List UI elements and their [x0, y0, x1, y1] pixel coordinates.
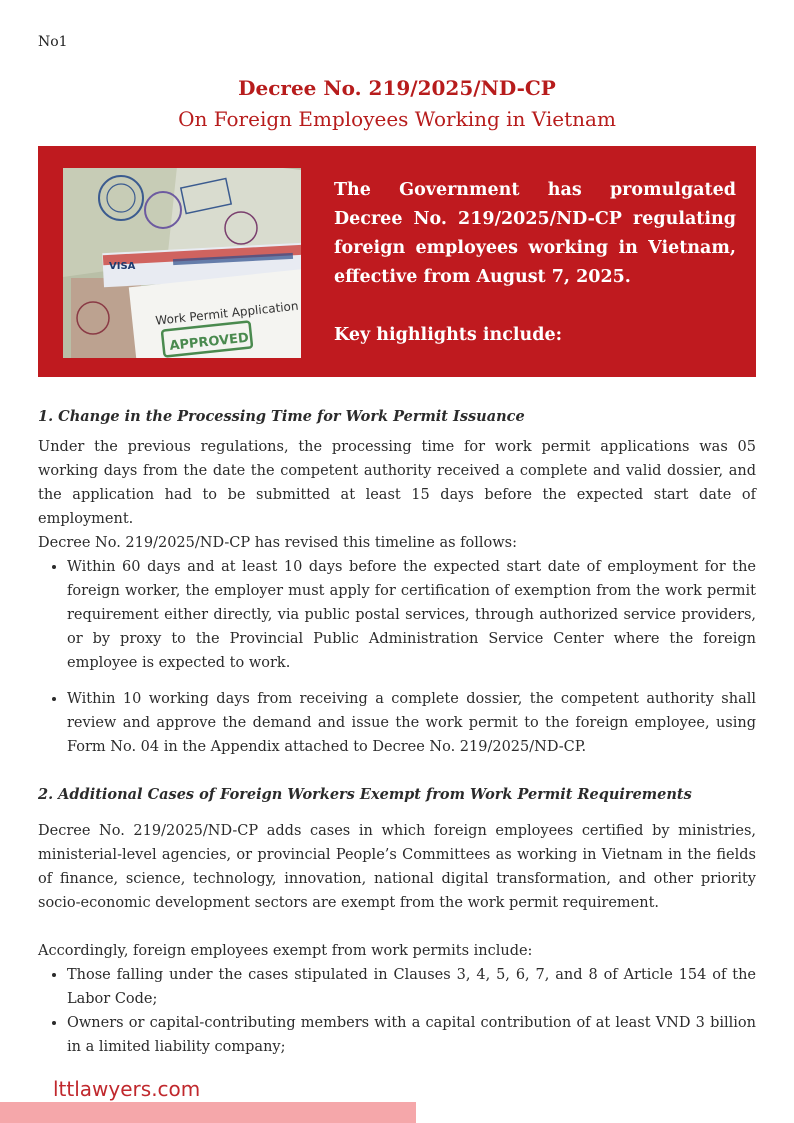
footer-bar [0, 1102, 416, 1123]
section-2-heading: 2. Additional Cases of Foreign Workers Exempt from Work Permit Requirements [38, 786, 692, 803]
intro-text: The Government has promulgated Decree No. 219/2025/ND-CP regulating foreign employees working in Vietnam, effective from August 7, 2025. [334, 180, 736, 287]
list-item: • Owners or capital-contributing members with a capital contribution of at least VND 3 billion in a limited liability company; [67, 1011, 756, 1059]
list-item: • Within 60 days and at least 10 days before the expected start date of employment for the foreign worker, the employer must apply for certification of exemption from the work permit requirement either directly, via public postal services, through authorized service providers, or by proxy to the Provincial Public Administration Service Center where the foreign employee is expected to work. [67, 555, 756, 675]
document-subtitle: On Foreign Employees Working in Vietnam [178, 107, 616, 131]
section-1-paragraph: Decree No. 219/2025/ND-CP has revised this timeline as follows: [38, 535, 517, 551]
approved-stamp: APPROVED [168, 330, 250, 354]
section-2-paragraph: Decree No. 219/2025/ND-CP adds cases in which foreign employees certified by ministries, ministerial-level agencies, or provincial People’s Committees as working in Vietnam in the fields of finance, science, technology, innovation, national digital transformation, and other priority socio-economic development sectors are exempt from the work permit requirement. [38, 823, 756, 911]
visa-label: VISA [109, 261, 136, 272]
section-2-list [38, 963, 756, 1059]
form-label: Work Permit Application [154, 298, 300, 328]
section-1-heading: 1. Change in the Processing Time for Work Permit Issuance [38, 408, 525, 425]
section-1-list [38, 555, 756, 759]
list-item: • Within 10 working days from receiving a complete dossier, the competent authority shall review and approve the demand and issue the work permit to the foreign employee, using Form No. 04 in the Appendix attached to Decree No. 219/2025/ND-CP. [67, 687, 756, 759]
work-permit-photo [63, 168, 301, 358]
section-2-paragraph: Accordingly, foreign employees exempt from work permits include: [38, 943, 533, 959]
website-link[interactable]: lttlawyers.com [53, 1077, 201, 1101]
section-1-paragraph: Under the previous regulations, the processing time for work permit applications was 05 working days from the date the competent authority received a complete and valid dossier, and the application had to be submitted at least 15 days before the expected start date of employment. [38, 439, 756, 527]
document-title: Decree No. 219/2025/ND-CP [238, 76, 556, 100]
intro-banner [38, 146, 756, 377]
document-body [38, 405, 756, 1059]
list-item: • Those falling under the cases stipulated in Clauses 3, 4, 5, 6, 7, and 8 of Article 154 of the Labor Code; [67, 963, 756, 1011]
banner-text [334, 176, 736, 350]
highlights-label: Key highlights include: [334, 325, 563, 345]
page-number: No1 [38, 34, 68, 50]
